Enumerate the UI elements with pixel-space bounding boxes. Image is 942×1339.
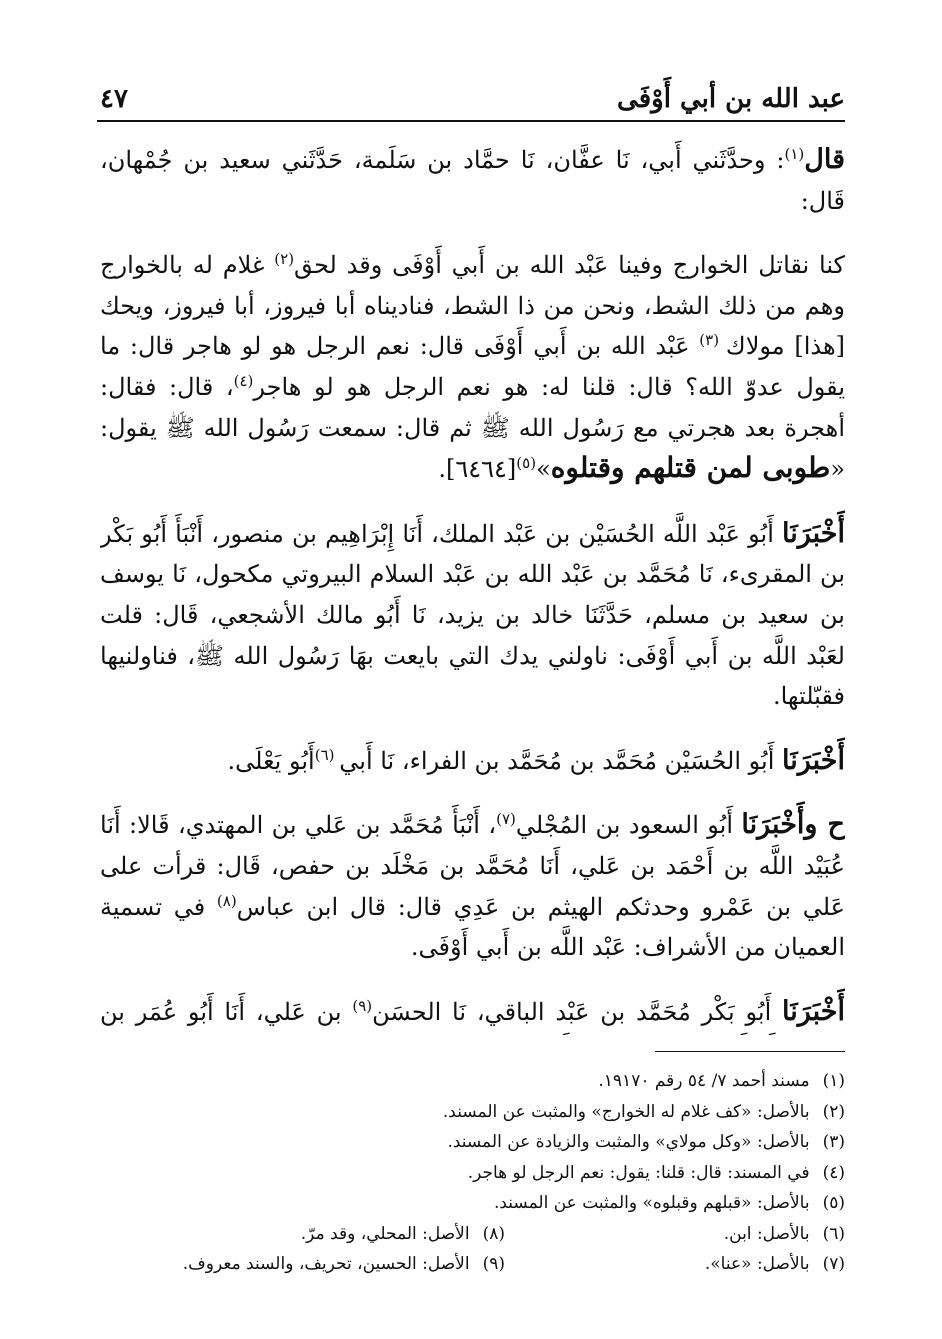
footnote-ref: (٦) <box>314 745 340 764</box>
hadith-number: [٦٤٦٤]. <box>438 455 517 484</box>
paragraph-text: أَبُو السعود بن المُجْلي <box>515 811 742 840</box>
paragraph-6 <box>100 992 845 1035</box>
footnote-text: الأصل: المحلي، وقد مرّ. <box>300 1223 470 1244</box>
footnote-text: في المسند: قال: قلنا: يقول: نعم الرجل لو هاجر. <box>467 1162 810 1183</box>
paragraph-5 <box>100 805 845 967</box>
footnote-number: (٨) <box>482 1223 505 1244</box>
footnote-number: (٧) <box>822 1254 845 1274</box>
footnote-rule <box>655 1051 845 1052</box>
footnote-row-6-8 <box>130 1219 845 1250</box>
footnote-8 <box>301 1219 505 1250</box>
footnote-number: (٢) <box>822 1101 845 1122</box>
footnote-ref: (٧) <box>496 810 516 829</box>
footnote-text: بالأصل: «كف غلام له الخوارج» والمثبت عن المسند. <box>442 1101 810 1122</box>
footnote-ref: (١) <box>784 145 805 163</box>
page-number: ٤٧ <box>100 84 128 114</box>
footnote-number: (٤) <box>822 1162 845 1183</box>
paragraph-text: أَبُو عَبْد اللَّه الحُسَيْن بن عَبْد الملك، أَنَا إِبْرَاهِيم بن منصور، أَنْبَأَ أَبُو بَكْر بن المقرىء، نَا مُحَمَّد بن عَبْد الله بن عَبْد السلام البيروتي مكحول، نَا يوسف بن سعيد بن مسلم، حَدَّثَنَا خالد بن يزيد، نَا أَبُو مالك الأشجعي، قَال: قلت لعَبْد اللَّه بن أَبي أَوْفَى: ناولني يدك التي بايعت بهَا رَسُول الله ﷺ، فناولنيها فقبّلتها. <box>100 519 845 711</box>
footnote-4 <box>130 1158 845 1189</box>
paragraph-text: بن عَلي، أَنَا أَبُو عُمَر بن <box>100 997 342 1026</box>
paragraph-text: أَبُو بَكْر مُحَمَّد بن عَبْد الباقي، نَا الحسَن <box>372 997 783 1026</box>
footnote-ref: (٨) <box>216 891 237 910</box>
paragraph-text: : وحدَّثَني أَبي، نَا عفَّان، نَا حمَّاد بن سَلَمة، حَدَّثَني سعيد بن جُمْهان، قَال: <box>100 146 845 215</box>
paragraph-lead: قال <box>804 144 845 175</box>
footnote-3 <box>130 1127 845 1158</box>
footnote-text: مسند أحمد ٧/ ٥٤ رقم ١٩١٧٠. <box>598 1071 810 1091</box>
footnote-ref: (٩) <box>352 996 373 1015</box>
footnote-6 <box>724 1219 845 1250</box>
paragraph-2 <box>100 245 845 490</box>
paragraph-text: » <box>536 455 551 484</box>
footnote-5 <box>130 1188 845 1219</box>
paragraph-text: غلام له بالخوارج وهم من ذلك الشط، ونحن من ذا الشط، فناديناه أبا فيروز، أبا فيروز، ويحك [هذا] مولاك <box>100 251 845 361</box>
footnote-number: (٦) <box>822 1223 845 1244</box>
footnote-text: بالأصل: «عنا». <box>704 1254 810 1274</box>
footnotes <box>130 1066 845 1280</box>
footnote-9 <box>183 1249 505 1280</box>
paragraph-lead: أَخْبَرَنَا <box>782 517 845 549</box>
footnote-ref: (٥) <box>516 454 537 473</box>
paragraph-text: كنا نقاتل الخوارج وفينا عَبْد الله بن أَبي أَوْفَى وقد لحق <box>294 251 845 280</box>
running-head: عبد الله بن أبي أَوْفَى <box>617 84 845 114</box>
footnote-number: (١) <box>822 1071 845 1091</box>
paragraph-text: أَبُو يَعْلَى. <box>227 746 315 775</box>
paragraph-3 <box>100 514 845 717</box>
paragraph-1 <box>100 140 845 221</box>
paragraph-text: أَبُو الحُسَيْن مُحَمَّد بن مُحَمَّد بن الفراء، نَا أَبي <box>339 746 783 775</box>
paragraph-4 <box>100 741 845 782</box>
footnote-text: بالأصل: «وكل مولاي» والمثبت والزيادة عن المسند. <box>447 1132 810 1152</box>
footnote-number: (٥) <box>822 1193 845 1213</box>
paragraph-text: ، أَنْبَأَ مُحَمَّد بن عَلي بن المهتدي، قَالا: أَنَا عُبَيْد اللَّه بن أَحْمَد بن عَلي، أَنَا مُحَمَّد بن مَخْلَد بن حفص، قَال: قرأت على عَلي بن عَمْرو وحدثكم الهيثم بن عَدِي قال: قال ابن عباس <box>100 811 845 921</box>
paragraph-text: في تسمية العميان من الأشراف: عَبْد اللَّه بن أَبي أَوْفَى. <box>100 892 845 962</box>
footnote-ref: (٢) <box>274 250 295 269</box>
footnote-text: بالأصل: ابن. <box>723 1223 810 1244</box>
hadith-quote: طوبى لمن قتلهم وقتلوه <box>550 451 831 485</box>
paragraph-lead: أَخْبَرَنَا <box>782 744 845 776</box>
paragraph-text: عَبْد الله بن أَبي أَوْفَى قال: نعم الرجل هو لو هاجر قال: ما يقول عدوّ الله؟ قال: قلنا له: هو نعم الرجل هو لو هاجر <box>100 332 845 401</box>
footnote-2 <box>130 1097 845 1128</box>
page-header <box>100 78 845 118</box>
footnote-ref: (٤) <box>233 371 254 390</box>
footnote-text: الأصل: الحسين، تحريف، والسند معروف. <box>182 1254 470 1274</box>
footnote-1 <box>130 1066 845 1097</box>
paragraph-lead: ح وأَخْبَرَنَا <box>741 809 845 841</box>
footnote-7 <box>705 1249 845 1280</box>
footnote-text: بالأصل: «قبلهم وقبلوه» والمثبت عن المسند. <box>493 1193 810 1213</box>
footnote-number: (٣) <box>822 1132 845 1152</box>
paragraph-lead: أَخْبَرَنَا <box>782 995 845 1027</box>
footnote-number: (٩) <box>482 1254 505 1274</box>
main-text <box>100 140 845 1035</box>
paragraph-text: ، قال: فقال: أهجرة بعد هجرتي مع رَسُول الله ﷺ ثم قال: سمعت رَسُول الله ﷺ يقول: « <box>100 372 845 484</box>
header-rule <box>97 120 845 122</box>
footnote-ref: (٣) <box>699 331 726 350</box>
footnote-row-7-9 <box>130 1249 845 1280</box>
